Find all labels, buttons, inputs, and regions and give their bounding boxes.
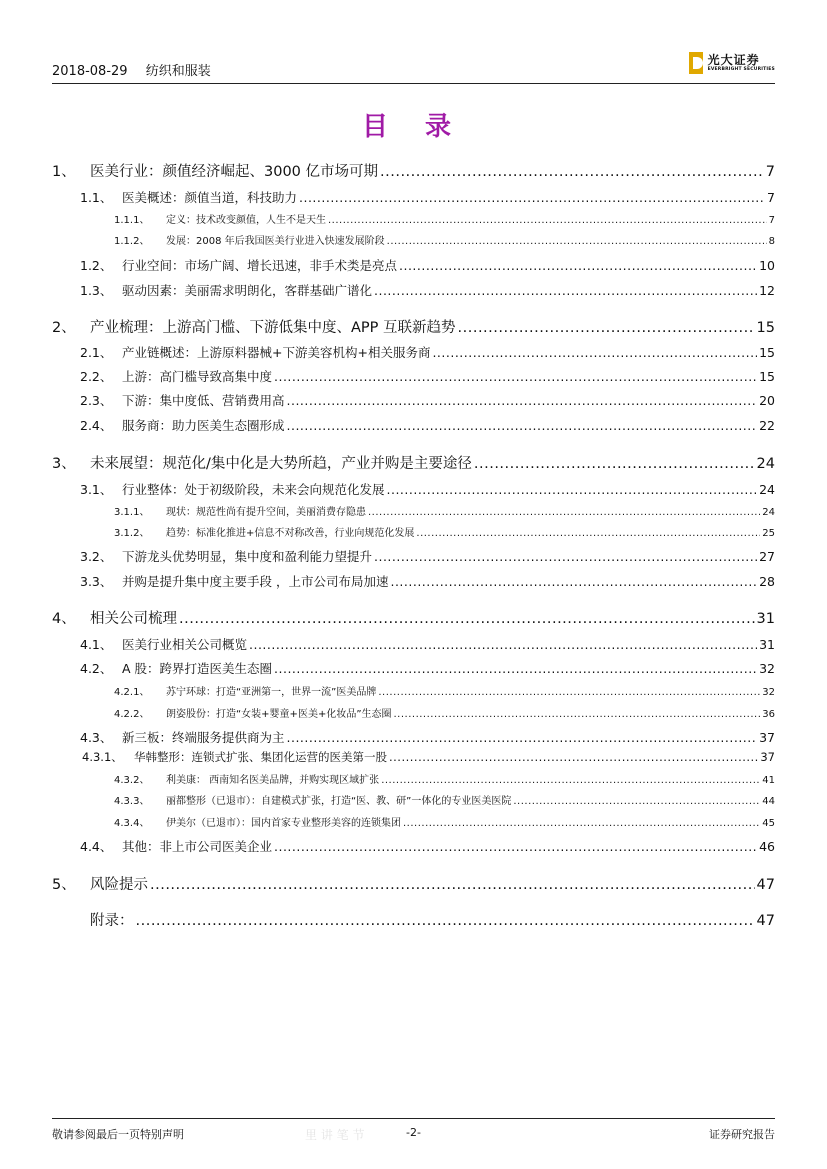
toc-entry-title: 丽都整形（已退市）：自建模式扩张，打造“医、教、研”一体化的专业医美医院 — [166, 796, 512, 807]
toc-leader-dots — [328, 215, 767, 226]
toc-entry-title: 产业链概述：上游原料器械+下游美容机构+相关服务商 — [122, 345, 431, 360]
toc-entry[interactable] — [0, 873, 827, 894]
toc-leader-dots — [179, 611, 755, 627]
toc-leader-dots — [287, 730, 758, 745]
toc-entry[interactable] — [0, 705, 827, 720]
toc-entry-title: A 股：跨界打造医美生态圈 — [122, 661, 273, 676]
footer-divider — [52, 1118, 775, 1119]
toc-entry-title: 伊美尔（已退市）：国内首家专业整形美容的连锁集团 — [166, 818, 401, 829]
toc-entry-number: 2.4、 — [80, 418, 113, 433]
toc-entry-title: 其他：非上市公司医美企业 — [122, 839, 273, 854]
toc-entry-title: 风险提示 — [90, 877, 148, 893]
toc-entry-title: 医美行业相关公司概览 — [122, 637, 248, 652]
toc-entry[interactable] — [0, 188, 827, 206]
toc-entry-page: 32 — [762, 687, 775, 698]
toc-entry-title: 医美概述：颜值当道，科技助力 — [122, 190, 298, 205]
toc-entry-page: 28 — [759, 574, 775, 589]
toc-entry-page: 20 — [759, 393, 775, 408]
toc-entry-page: 15 — [756, 320, 775, 336]
footer-report-type: 证券研究报告 — [709, 1128, 775, 1141]
toc-entry-number: 2.2、 — [80, 369, 113, 384]
toc-entry-title: 行业空间：市场广阔、增长迅速，非手术类是亮点 — [122, 258, 398, 273]
toc-entry-page: 10 — [759, 258, 775, 273]
toc-leader-dots — [287, 418, 758, 433]
toc-entry-number: 4.2.1、 — [114, 687, 150, 698]
company-logo — [689, 52, 775, 74]
toc-entry[interactable] — [0, 792, 827, 807]
toc-entry[interactable] — [0, 211, 827, 226]
toc-leader-dots — [368, 507, 760, 518]
toc-entry-page: 41 — [762, 775, 775, 786]
toc-entry[interactable] — [0, 160, 827, 181]
report-date: 2018-08-29 — [52, 64, 128, 79]
toc-entry-number: 2、 — [52, 320, 76, 336]
toc-entry-number: 1.1、 — [80, 190, 113, 205]
toc-entry-page: 46 — [759, 839, 775, 854]
logo-name-cn: 光大证券 — [707, 52, 760, 67]
toc-entry-page: 31 — [756, 611, 775, 627]
toc-entry-page: 44 — [762, 796, 775, 807]
toc-entry-number: 4.3、 — [80, 730, 113, 745]
toc-leader-dots — [432, 345, 757, 360]
toc-entry-title: 华韩整形：连锁式扩张、集团化运营的医美第一股 — [134, 750, 387, 764]
toc-entry-page: 24 — [759, 482, 775, 497]
toc-entry[interactable] — [0, 452, 827, 473]
toc-leader-dots — [378, 687, 760, 698]
toc-entry-page: 47 — [756, 913, 775, 929]
toc-entry-number: 3.1.1、 — [114, 507, 150, 518]
toc-entry-number: 4.3.2、 — [114, 775, 150, 786]
toc-entry[interactable] — [0, 683, 827, 698]
toc-entry-number: 1.3、 — [80, 283, 113, 298]
toc-entry-number: 1.2、 — [80, 258, 113, 273]
toc-leader-dots — [389, 750, 758, 764]
toc-leader-dots — [249, 637, 757, 652]
toc-entry[interactable] — [0, 232, 827, 247]
toc-entry-page: 8 — [768, 236, 775, 247]
toc-entry[interactable] — [0, 837, 827, 855]
toc-entry-number: 4.4、 — [80, 839, 113, 854]
toc-entry-number: 1.1.1、 — [114, 215, 150, 226]
toc-leader-dots — [399, 258, 757, 273]
toc-entry-page: 7 — [767, 190, 775, 205]
toc-entry-number: 4.3.4、 — [114, 818, 150, 829]
toc-leader-dots — [513, 796, 760, 807]
toc-entry[interactable] — [0, 256, 827, 274]
toc-entry[interactable] — [0, 635, 827, 653]
toc-entry-title: 上游：高门槛导致高集中度 — [122, 369, 273, 384]
toc-entry-page: 36 — [762, 709, 775, 720]
toc-entry-page: 45 — [762, 818, 775, 829]
sector-name: 纺织和服装 — [145, 64, 211, 79]
toc-entry-page: 15 — [759, 345, 775, 360]
toc-entry[interactable] — [0, 281, 827, 299]
toc-entry[interactable] — [0, 659, 827, 677]
header-divider — [52, 83, 775, 84]
toc-leader-dots — [287, 393, 758, 408]
toc-entry-title: 现状：规范性尚有提升空间，美丽消费存隐患 — [166, 507, 366, 518]
logo-icon — [689, 52, 703, 74]
toc-leader-dots — [374, 283, 757, 298]
toc-leader-dots — [136, 913, 755, 929]
toc-leader-dots — [394, 709, 761, 720]
toc-entry-page: 24 — [762, 507, 775, 518]
toc-entry[interactable] — [0, 728, 827, 746]
footer-disclaimer: 敬请参阅最后一页特别声明 — [52, 1128, 184, 1141]
toc-leader-dots — [299, 190, 765, 205]
toc-entry[interactable] — [0, 749, 827, 765]
toc-entry-title: 未来展望：规范化/集中化是大势所趋，产业并购是主要途径 — [90, 456, 472, 472]
toc-entry-page: 37 — [760, 750, 775, 764]
toc-entry-title: 并购是提升集中度主要手段 ，上市公司布局加速 — [122, 574, 389, 589]
toc-entry-title: 发展：2008 年后我国医美行业进入快速发展阶段 — [166, 236, 385, 247]
toc-entry-title: 服务商：助力医美生态圈形成 — [122, 418, 285, 433]
toc-leader-dots — [416, 528, 760, 539]
toc-entry-number: 1、 — [52, 164, 76, 180]
toc-entry-number: 5、 — [52, 877, 76, 893]
toc-entry[interactable] — [0, 343, 827, 361]
toc-entry-title: 医美行业：颜值经济崛起、3000 亿市场可期 — [90, 164, 379, 180]
toc-entry-number: 3、 — [52, 456, 76, 472]
toc-entry-page: 37 — [759, 730, 775, 745]
toc-entry-page: 27 — [759, 549, 775, 564]
toc-leader-dots — [274, 839, 757, 854]
toc-entry-page: 32 — [759, 661, 775, 676]
toc-entry-number: 3.2、 — [80, 549, 113, 564]
toc-entry[interactable] — [0, 480, 827, 498]
toc-entry[interactable] — [0, 367, 827, 385]
toc-leader-dots — [387, 236, 767, 247]
toc-entry-number: 3.1.2、 — [114, 528, 150, 539]
toc-leader-dots — [274, 369, 757, 384]
toc-entry[interactable] — [0, 316, 827, 337]
toc-entry[interactable] — [0, 814, 827, 829]
toc-leader-dots — [458, 320, 755, 336]
toc-entry-page: 22 — [759, 418, 775, 433]
toc-entry-title: 产业梳理：上游高门槛、下游低集中度、APP 互联新趋势 — [90, 320, 456, 336]
toc-entry-number: 3.3、 — [80, 574, 113, 589]
toc-leader-dots — [390, 574, 757, 589]
toc-entry-page: 31 — [759, 637, 775, 652]
toc-entry-title: 行业整体：处于初级阶段，未来会向规范化发展 — [122, 482, 385, 497]
toc-entry-title: 利美康： 西南知名医美品牌，并购实现区域扩张 — [166, 775, 380, 786]
toc-entry-title: 附录： — [90, 913, 134, 929]
toc-entry-number: 4.1、 — [80, 637, 113, 652]
toc-entry[interactable] — [0, 503, 827, 518]
toc-leader-dots — [403, 818, 760, 829]
toc-entry-title: 苏宁环球：打造“亚洲第一，世界一流”医美品牌 — [166, 687, 377, 698]
watermark: 里 讲 笔 节 — [305, 1128, 365, 1142]
toc-entry-page: 47 — [756, 877, 775, 893]
toc-entry-page: 12 — [759, 283, 775, 298]
toc-entry-number: 4、 — [52, 611, 76, 627]
toc-entry[interactable] — [0, 416, 827, 434]
toc-leader-dots — [274, 661, 757, 676]
toc-entry-number: 4.2、 — [80, 661, 113, 676]
toc-entry-page: 15 — [759, 369, 775, 384]
page-title: 目 录 — [361, 112, 466, 142]
toc-entry[interactable] — [0, 572, 827, 590]
toc-entry-title: 下游龙头优势明显，集中度和盈利能力望提升 — [122, 549, 373, 564]
toc-entry-title: 趋势：标准化推进+信息不对称改善，行业向规范化发展 — [166, 528, 415, 539]
toc-leader-dots — [474, 456, 755, 472]
toc-entry[interactable] — [0, 391, 827, 409]
toc-entry-number: 4.3.1、 — [82, 750, 123, 764]
toc-entry-title: 定义：技术改变颜值，人生不是天生 — [166, 215, 326, 226]
logo-name-en: EVERBRIGHT SECURITIES — [707, 66, 775, 72]
toc-entry[interactable] — [0, 771, 827, 786]
toc-entry-number: 4.2.2、 — [114, 709, 150, 720]
toc-entry-page: 24 — [756, 456, 775, 472]
toc-entry-number: 2.1、 — [80, 345, 113, 360]
toc-entry[interactable] — [0, 547, 827, 565]
toc-entry-number: 4.3.3、 — [114, 796, 150, 807]
toc-entry-title: 下游：集中度低、营销费用高 — [122, 393, 285, 408]
toc-entry-number: 1.1.2、 — [114, 236, 150, 247]
toc-leader-dots — [381, 775, 760, 786]
toc-entry[interactable] — [0, 909, 827, 930]
toc-leader-dots — [374, 549, 757, 564]
toc-entry[interactable] — [0, 524, 827, 539]
toc-entry-title: 相关公司梳理 — [90, 611, 177, 627]
toc-entry-title: 驱动因素：美丽需求明朗化，客群基础广谱化 — [122, 283, 373, 298]
toc-entry-page: 7 — [765, 164, 775, 180]
toc-leader-dots — [380, 164, 764, 180]
toc-entry-page: 25 — [762, 528, 775, 539]
toc-leader-dots — [150, 877, 755, 893]
toc-entry-page: 7 — [768, 215, 775, 226]
toc-entry-title: 新三板：终端服务提供商为主 — [122, 730, 285, 745]
toc-entry-number: 3.1、 — [80, 482, 113, 497]
footer-page-number: -2- — [406, 1126, 421, 1139]
toc-entry-title: 朗姿股份：打造“女装+婴童+医美+化妆品”生态圈 — [166, 709, 392, 720]
toc-leader-dots — [387, 482, 758, 497]
header-meta — [52, 60, 225, 79]
toc-entry-number: 2.3、 — [80, 393, 113, 408]
toc-entry[interactable] — [0, 607, 827, 628]
